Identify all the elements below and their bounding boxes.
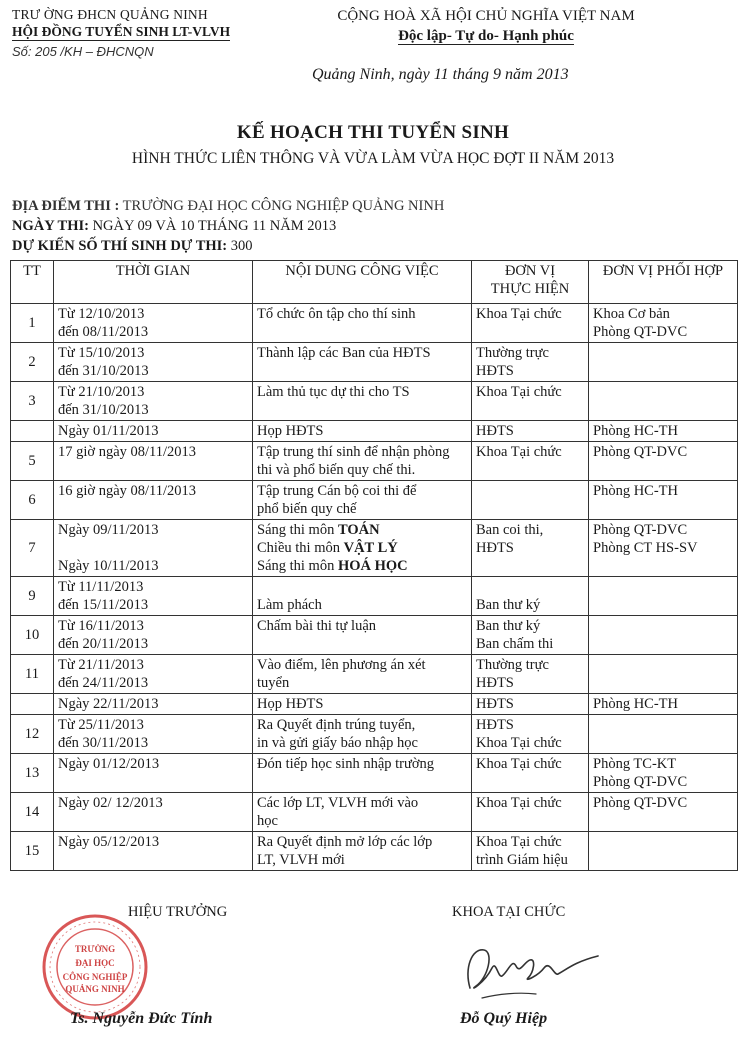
row-time-line: Từ 12/10/2013 bbox=[58, 306, 145, 322]
row-unit-line: Thường trực bbox=[476, 345, 549, 361]
row-time-line: 16 giờ ngày 08/11/2013 bbox=[58, 483, 197, 499]
row-coordinating-unit-line: Khoa Cơ bản bbox=[593, 306, 670, 322]
table-row bbox=[11, 382, 738, 421]
row-time-line: đến 24/11/2013 bbox=[58, 675, 149, 691]
row-time-line: Ngày 01/11/2013 bbox=[58, 423, 159, 439]
row-time bbox=[54, 577, 253, 616]
row-number: 13 bbox=[11, 754, 54, 793]
row-task-line: Chấm bài thi tự luận bbox=[257, 618, 377, 634]
row-time-line: Từ 25/11/2013 bbox=[58, 717, 144, 733]
row-number: 15 bbox=[11, 832, 54, 871]
row-unit-line: HĐTS bbox=[476, 423, 514, 439]
exam-subject: HOÁ HỌC bbox=[337, 558, 408, 574]
principal-title: HIỆU TRƯỞNG bbox=[128, 904, 228, 920]
header-unit-line1: ĐƠN VỊ bbox=[504, 263, 556, 279]
row-unit bbox=[472, 442, 589, 481]
table-row bbox=[11, 421, 738, 442]
row-task bbox=[253, 793, 472, 832]
row-unit bbox=[472, 304, 589, 343]
stamp-text-line: QUẢNG NINH bbox=[65, 984, 125, 994]
row-time bbox=[54, 715, 253, 754]
row-number: 14 bbox=[11, 793, 54, 832]
table-row bbox=[11, 754, 738, 793]
row-unit-line: HĐTS bbox=[476, 363, 514, 379]
row-time-line: Ngày 10/11/2013 bbox=[58, 558, 159, 574]
row-task-line: Sáng thi môn TOÁN bbox=[257, 522, 380, 538]
row-unit-line: Thường trực bbox=[476, 657, 549, 673]
row-unit bbox=[472, 577, 589, 616]
row-coordinating-unit-line: Phòng HC-TH bbox=[593, 696, 678, 712]
official-seal-stamp bbox=[40, 912, 150, 1022]
table-row bbox=[11, 343, 738, 382]
stamp-text-line: ĐẠI HỌC bbox=[75, 958, 115, 968]
row-coordinating-unit bbox=[589, 343, 738, 382]
row-coordinating-unit bbox=[589, 421, 738, 442]
row-task-line: thi và phổ biến quy chế thi. bbox=[257, 462, 416, 478]
row-unit-line: Khoa Tại chức bbox=[476, 735, 562, 751]
row-coordinating-unit-line: Phòng CT HS-SV bbox=[593, 540, 698, 556]
row-task-line: Sáng thi môn HOÁ HỌC bbox=[257, 558, 408, 574]
header-tt: TT bbox=[11, 261, 54, 304]
row-task-line bbox=[257, 578, 467, 596]
row-number: 7 bbox=[11, 520, 54, 577]
row-task-line: Làm thủ tục dự thi cho TS bbox=[257, 384, 410, 400]
row-unit-line: Khoa Tại chức bbox=[476, 444, 562, 460]
row-time-line: Ngày 05/12/2013 bbox=[58, 834, 160, 850]
row-time-line: Ngày 22/11/2013 bbox=[58, 696, 159, 712]
exam-subject: TOÁN bbox=[337, 522, 380, 538]
row-unit-line: HĐTS bbox=[476, 675, 514, 691]
row-time bbox=[54, 793, 253, 832]
row-coordinating-unit bbox=[589, 520, 738, 577]
row-task bbox=[253, 577, 472, 616]
table-row bbox=[11, 832, 738, 871]
header-task: NỘI DUNG CÔNG VIỆC bbox=[253, 261, 472, 304]
table-header-row bbox=[11, 261, 738, 304]
row-time bbox=[54, 421, 253, 442]
row-unit bbox=[472, 421, 589, 442]
row-time-line: Ngày 02/ 12/2013 bbox=[58, 795, 163, 811]
row-time bbox=[54, 616, 253, 655]
row-unit bbox=[472, 793, 589, 832]
row-coordinating-unit bbox=[589, 694, 738, 715]
row-number: 1 bbox=[11, 304, 54, 343]
row-coordinating-unit-line: Phòng QT-DVC bbox=[593, 522, 688, 538]
row-number: 3 bbox=[11, 382, 54, 421]
row-task-line: Tập trung Cán bộ coi thi để bbox=[257, 483, 417, 499]
row-unit-line: HĐTS bbox=[476, 540, 514, 556]
row-coordinating-unit-line: Phòng QT-DVC bbox=[593, 444, 688, 460]
header-time: THỜI GIAN bbox=[54, 261, 253, 304]
row-time bbox=[54, 481, 253, 520]
row-unit-line: trình Giám hiệu bbox=[476, 852, 568, 868]
row-coordinating-unit bbox=[589, 481, 738, 520]
row-task-line: tuyển bbox=[257, 675, 290, 691]
row-unit bbox=[472, 616, 589, 655]
row-task-line: Họp HĐTS bbox=[257, 423, 324, 439]
row-time-line: đến 31/10/2013 bbox=[58, 363, 149, 379]
row-task-line: Thành lập các Ban của HĐTS bbox=[257, 345, 431, 361]
row-unit bbox=[472, 694, 589, 715]
schedule-table bbox=[10, 260, 738, 871]
row-number: 2 bbox=[11, 343, 54, 382]
row-number bbox=[11, 421, 54, 442]
row-number bbox=[11, 694, 54, 715]
row-coordinating-unit-line: Phòng QT-DVC bbox=[593, 774, 688, 790]
exam-dates bbox=[12, 218, 336, 235]
header-unit-line2: THỰC HIỆN bbox=[490, 281, 570, 297]
row-number: 9 bbox=[11, 577, 54, 616]
row-unit-line: Khoa Tại chức bbox=[476, 834, 562, 850]
row-coordinating-unit bbox=[589, 793, 738, 832]
table-row bbox=[11, 694, 738, 715]
row-task bbox=[253, 520, 472, 577]
row-coordinating-unit-line: Phòng HC-TH bbox=[593, 483, 678, 499]
row-unit-line: Ban thư ký bbox=[476, 618, 541, 634]
row-task-line: Làm phách bbox=[257, 597, 322, 613]
row-task-line: Ra Quyết định trúng tuyển, bbox=[257, 717, 416, 733]
row-number: 6 bbox=[11, 481, 54, 520]
row-time bbox=[54, 382, 253, 421]
row-task-line: Tập trung thí sinh để nhận phòng bbox=[257, 444, 450, 460]
stamp-text-line: TRƯỜNG bbox=[74, 944, 116, 954]
row-number: 10 bbox=[11, 616, 54, 655]
row-unit bbox=[472, 520, 589, 577]
row-time-line: Ngày 01/12/2013 bbox=[58, 756, 160, 772]
row-task-line: in và gửi giấy báo nhập học bbox=[257, 735, 418, 751]
expected-candidates-label: DỰ KIẾN SỐ THÍ SINH DỰ THI: bbox=[12, 238, 228, 254]
row-time bbox=[54, 655, 253, 694]
row-time-line bbox=[58, 539, 248, 557]
table-row bbox=[11, 616, 738, 655]
row-unit bbox=[472, 481, 589, 520]
row-unit-line: HĐTS bbox=[476, 717, 514, 733]
row-coordinating-unit-line: Phòng TC-KT bbox=[593, 756, 677, 772]
row-coordinating-unit bbox=[589, 304, 738, 343]
exam-dates-value: NGÀY 09 VÀ 10 THÁNG 11 NĂM 2013 bbox=[88, 218, 337, 234]
principal-name: Ts. Nguyễn Đức Tính bbox=[70, 1010, 213, 1027]
table-row bbox=[11, 715, 738, 754]
row-number: 12 bbox=[11, 715, 54, 754]
row-time-line: Ngày 09/11/2013 bbox=[58, 522, 159, 538]
row-time-line: Từ 21/10/2013 bbox=[58, 384, 145, 400]
exam-subject: VẬT LÝ bbox=[343, 540, 398, 556]
row-task bbox=[253, 754, 472, 793]
dateline: Quảng Ninh, ngày 11 tháng 9 năm 2013 bbox=[312, 66, 569, 83]
row-unit-line: Ban chấm thi bbox=[476, 636, 554, 652]
row-coordinating-unit bbox=[589, 715, 738, 754]
row-unit-line: Ban thư ký bbox=[476, 597, 541, 613]
table-row bbox=[11, 481, 738, 520]
row-task bbox=[253, 655, 472, 694]
signature-scribble bbox=[458, 938, 608, 1002]
row-task-line: Họp HĐTS bbox=[257, 696, 324, 712]
row-unit bbox=[472, 655, 589, 694]
row-unit-line: Khoa Tại chức bbox=[476, 306, 562, 322]
exam-location bbox=[12, 198, 444, 215]
table-row bbox=[11, 655, 738, 694]
row-time bbox=[54, 343, 253, 382]
row-task bbox=[253, 715, 472, 754]
row-unit bbox=[472, 754, 589, 793]
row-time bbox=[54, 520, 253, 577]
row-task-line: Tổ chức ôn tập cho thí sinh bbox=[257, 306, 416, 322]
row-unit bbox=[472, 382, 589, 421]
row-unit-line bbox=[476, 578, 584, 596]
row-time bbox=[54, 442, 253, 481]
row-coordinating-unit-line: Phòng HC-TH bbox=[593, 423, 678, 439]
row-unit-line: Khoa Tại chức bbox=[476, 795, 562, 811]
table-body bbox=[11, 304, 738, 871]
row-time-line: đến 08/11/2013 bbox=[58, 324, 149, 340]
row-time-line: Từ 11/11/2013 bbox=[58, 579, 144, 595]
row-task bbox=[253, 616, 472, 655]
nation-name: CỘNG HOÀ XÃ HỘI CHỦ NGHĨA VIỆT NAM bbox=[337, 8, 635, 24]
header-coord: ĐƠN VỊ PHỐI HỢP bbox=[589, 261, 738, 304]
row-task bbox=[253, 304, 472, 343]
row-task bbox=[253, 832, 472, 871]
row-time bbox=[54, 832, 253, 871]
table-row bbox=[11, 520, 738, 577]
header-unit bbox=[472, 261, 589, 304]
row-time-line: đến 31/10/2013 bbox=[58, 402, 149, 418]
row-coordinating-unit bbox=[589, 832, 738, 871]
row-unit-line: Khoa Tại chức bbox=[476, 756, 562, 772]
row-task bbox=[253, 382, 472, 421]
row-coordinating-unit bbox=[589, 442, 738, 481]
row-coordinating-unit bbox=[589, 616, 738, 655]
row-task bbox=[253, 421, 472, 442]
row-time-line: đến 20/11/2013 bbox=[58, 636, 149, 652]
row-number: 11 bbox=[11, 655, 54, 694]
row-task-line: Vào điểm, lên phương án xét bbox=[257, 657, 426, 673]
motto: Độc lập- Tự do- Hạnh phúc bbox=[398, 28, 574, 44]
row-coordinating-unit bbox=[589, 382, 738, 421]
row-task bbox=[253, 694, 472, 715]
row-unit-line: Ban coi thi, bbox=[476, 522, 544, 538]
exam-location-label: ĐỊA ĐIỂM THI : bbox=[12, 198, 120, 214]
row-time-line: Từ 15/10/2013 bbox=[58, 345, 145, 361]
issuing-organization bbox=[12, 6, 230, 60]
council-name: HỘI ĐỒNG TUYỂN SINH LT-VLVH bbox=[12, 24, 231, 39]
faculty-title: KHOA TẠI CHỨC bbox=[452, 904, 566, 920]
row-task-line: Đón tiếp học sinh nhập trường bbox=[257, 756, 435, 772]
row-coordinating-unit bbox=[589, 655, 738, 694]
table-row bbox=[11, 793, 738, 832]
row-unit-line: HĐTS bbox=[476, 696, 514, 712]
row-task-line: Ra Quyết định mở lớp các lớp bbox=[257, 834, 433, 850]
row-task bbox=[253, 442, 472, 481]
row-time-line: Từ 21/11/2013 bbox=[58, 657, 144, 673]
row-task-line: Các lớp LT, VLVH mới vào bbox=[257, 795, 419, 811]
school-name: TRƯ ỜNG ĐHCN QUẢNG NINH bbox=[12, 7, 208, 22]
table-row bbox=[11, 577, 738, 616]
row-time-line: đến 30/11/2013 bbox=[58, 735, 149, 751]
faculty-head-name: Đỗ Quý Hiệp bbox=[460, 1010, 548, 1027]
row-coordinating-unit bbox=[589, 577, 738, 616]
row-unit bbox=[472, 343, 589, 382]
row-task bbox=[253, 481, 472, 520]
row-unit bbox=[472, 715, 589, 754]
row-coordinating-unit-line: Phòng QT-DVC bbox=[593, 795, 688, 811]
row-time bbox=[54, 304, 253, 343]
row-number: 5 bbox=[11, 442, 54, 481]
row-time bbox=[54, 754, 253, 793]
row-task-line: học bbox=[257, 813, 278, 829]
national-motto bbox=[306, 6, 666, 46]
row-task-line: Chiều thi môn VẬT LÝ bbox=[257, 540, 398, 556]
exam-dates-label: NGÀY THI: bbox=[12, 218, 89, 234]
row-time-line: Từ 16/11/2013 bbox=[58, 618, 144, 634]
exam-location-value: TRƯỜNG ĐẠI HỌC CÔNG NGHIỆP QUẢNG NINH bbox=[119, 198, 445, 214]
row-coordinating-unit-line: Phòng QT-DVC bbox=[593, 324, 688, 340]
row-time-line: 17 giờ ngày 08/11/2013 bbox=[58, 444, 197, 460]
document-title: KẾ HOẠCH THI TUYỂN SINH bbox=[236, 122, 510, 143]
table-row bbox=[11, 304, 738, 343]
document-number: Số: 205 /KH – ĐHCNQN bbox=[12, 44, 154, 59]
svg-text:TRƯỜNGĐẠI HỌCCÔNG NGHIỆPQUẢNG bbox=[63, 944, 128, 994]
row-unit bbox=[472, 832, 589, 871]
expected-candidates bbox=[12, 238, 253, 255]
row-task-line: phổ biến quy chế bbox=[257, 501, 357, 517]
row-task bbox=[253, 343, 472, 382]
row-time-line: đến 15/11/2013 bbox=[58, 597, 149, 613]
document-subtitle: HÌNH THỨC LIÊN THÔNG VÀ VỪA LÀM VỪA HỌC ĐỢT II NĂM 2013 bbox=[131, 150, 615, 167]
row-unit-line: Khoa Tại chức bbox=[476, 384, 562, 400]
row-time bbox=[54, 694, 253, 715]
stamp-text-line: CÔNG NGHIỆP bbox=[62, 972, 128, 982]
row-task-line: LT, VLVH mới bbox=[257, 852, 345, 868]
row-coordinating-unit bbox=[589, 754, 738, 793]
table-row bbox=[11, 442, 738, 481]
expected-candidates-value: 300 bbox=[227, 238, 253, 254]
